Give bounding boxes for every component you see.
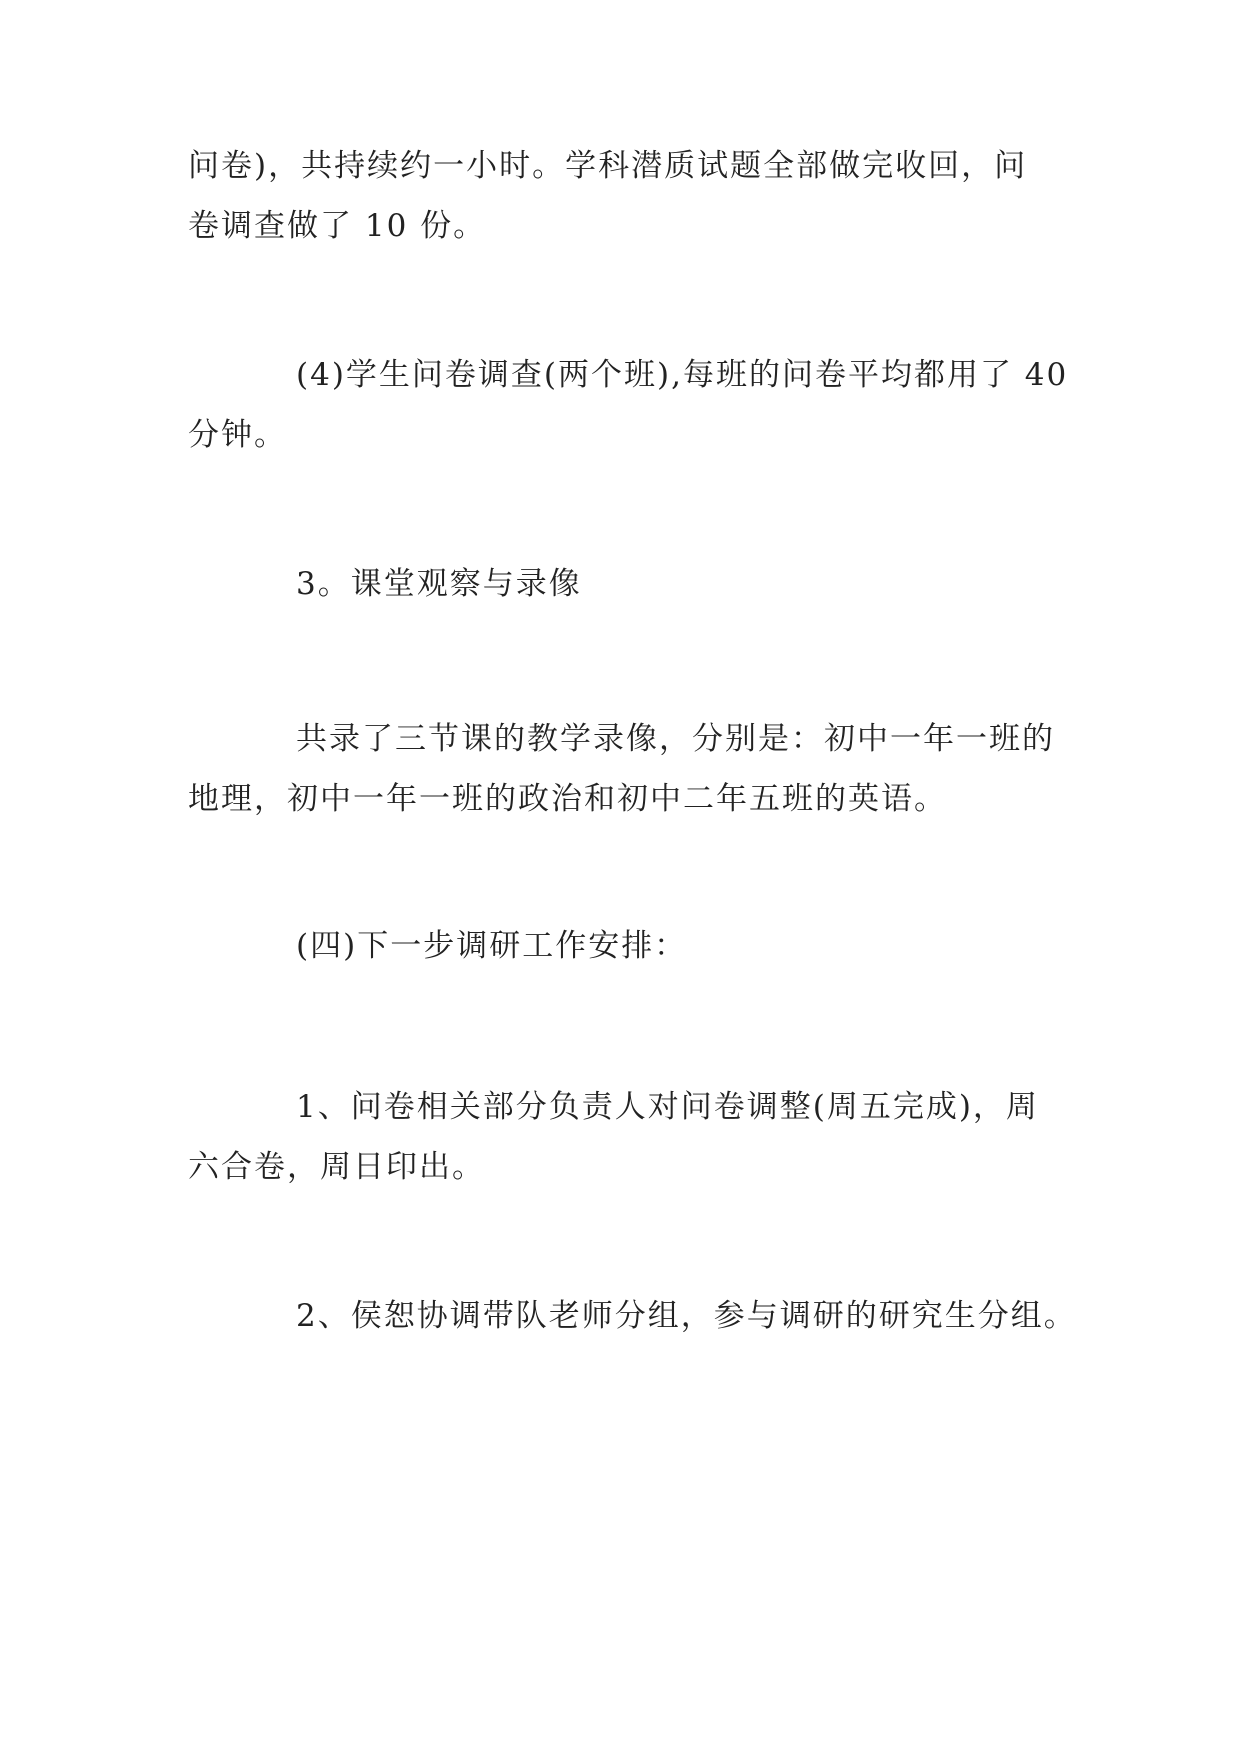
paragraph-video-recordings — [188, 709, 1058, 829]
section-heading-next-steps — [188, 916, 1058, 976]
section-heading-classroom-observation — [188, 554, 1058, 614]
paragraph-student-survey — [188, 345, 1069, 465]
paragraph-questionnaire-duration — [188, 136, 1058, 256]
list-item-1 — [188, 1077, 1058, 1197]
heading-line: 3。课堂观察与录像 — [296, 566, 582, 602]
paragraph-line: 1、问卷相关部分负责人对问卷调整(周五完成)，周 — [296, 1089, 1039, 1125]
list-item-2 — [188, 1286, 1077, 1346]
paragraph-line: 共录了三节课的教学录像，分别是：初中一年一班的 — [296, 721, 1055, 757]
paragraph-line: 卷调查做了 10 份。 — [188, 208, 487, 244]
paragraph-line: 六合卷，周日印出。 — [188, 1149, 485, 1185]
paragraph-line: 分钟。 — [188, 417, 287, 453]
heading-line: (四)下一步调研工作安排： — [296, 928, 688, 964]
paragraph-line: (4)学生问卷调查(两个班),每班的问卷平均都用了 40 — [296, 357, 1069, 393]
paragraph-line: 地理，初中一年一班的政治和初中二年五班的英语。 — [188, 781, 947, 817]
paragraph-line: 问卷)，共持续约一小时。学科潜质试题全部做完收回，问 — [188, 148, 1028, 184]
paragraph-line: 2、侯恕协调带队老师分组，参与调研的研究生分组。 — [296, 1298, 1077, 1334]
